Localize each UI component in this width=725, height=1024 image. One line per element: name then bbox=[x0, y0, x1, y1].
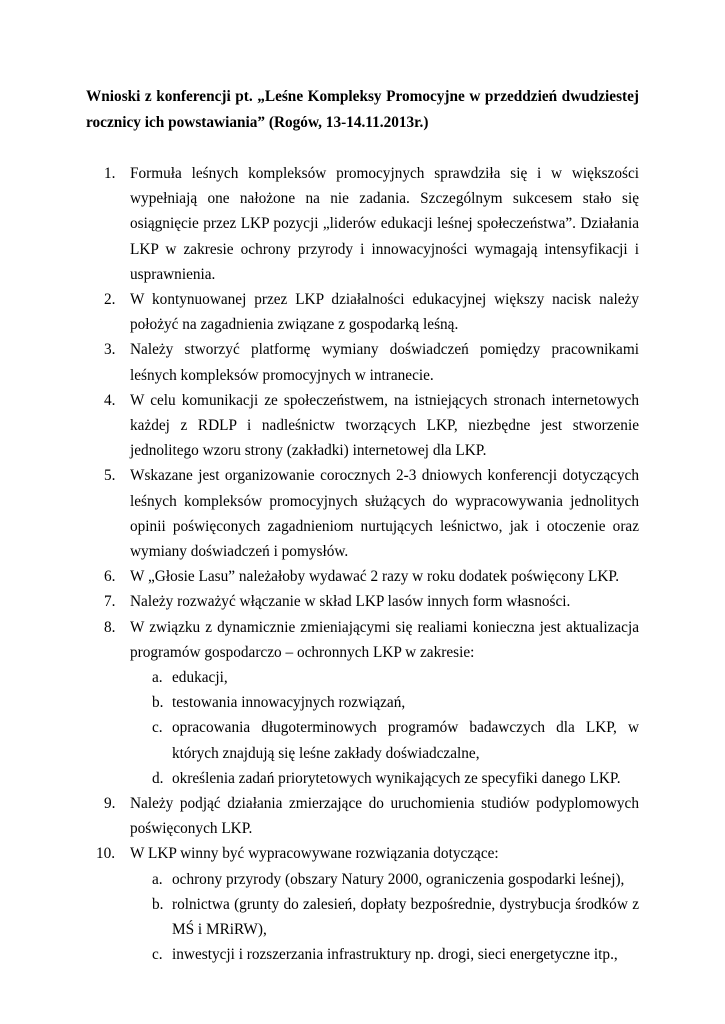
item-number: 8. bbox=[104, 618, 116, 636]
list-item bbox=[86, 791, 639, 841]
item-text: W „Głosie Lasu” należałoby wydawać 2 razy w roku dodatek poświęcony LKP. bbox=[130, 568, 620, 586]
sub-list-item bbox=[130, 690, 639, 715]
sub-list-item bbox=[130, 942, 639, 967]
item-number: 4. bbox=[104, 391, 116, 409]
item-number: 5. bbox=[104, 467, 116, 485]
item-text: Należy rozważyć włączanie w skład LKP lasów innych form własności. bbox=[130, 593, 571, 611]
sub-item-letter: b. bbox=[152, 694, 164, 712]
sub-item-text: rolnictwa (grunty do zalesień, dopłaty bezpośrednie, dystrybucja środków z MŚ i MRiRW), bbox=[172, 895, 639, 939]
item-number: 6. bbox=[104, 568, 116, 586]
list-item bbox=[86, 841, 639, 967]
sub-item-letter: c. bbox=[152, 946, 163, 964]
sub-item-letter: a. bbox=[152, 870, 163, 888]
item-number: 9. bbox=[104, 795, 116, 813]
sub-list-item bbox=[130, 892, 639, 942]
list-item bbox=[86, 161, 639, 287]
item-text: W LKP winny być wypracowywane rozwiązania dotyczące: bbox=[130, 845, 499, 863]
sub-item-text: określenia zadań priorytetowych wynikających ze specyfiki danego LKP. bbox=[172, 769, 621, 787]
list-item bbox=[86, 388, 639, 464]
item-number: 7. bbox=[104, 593, 116, 611]
sub-item-text: inwestycji i rozszerzania infrastruktury np. drogi, sieci energetyczne itp., bbox=[172, 946, 618, 964]
list-item bbox=[86, 337, 639, 387]
item-text: W kontynuowanej przez LKP działalności edukacyjnej większy nacisk należy położyć na zagadnienia związane z gospodarką leśną. bbox=[130, 291, 639, 334]
sub-item-letter: a. bbox=[152, 669, 163, 687]
sub-item-letter: c. bbox=[152, 719, 163, 737]
sub-list-item bbox=[130, 715, 639, 765]
item-text: W celu komunikacji ze społeczeństwem, na istniejących stronach internetowych każdej z RDLP i nadleśnictw tworzących LKP, niezbędne jest stworzenie jednolitego wzoru strony (zakładki) internetowej dla LKP. bbox=[130, 391, 639, 460]
document-title bbox=[86, 84, 639, 136]
title-line-1: Wnioski z konferencji pt. „Leśne Kompleksy Promocyjne w przeddzień dwudziestej bbox=[86, 88, 639, 105]
sub-list-item bbox=[130, 766, 639, 791]
sub-item-text: opracowania długoterminowych programów badawczych dla LKP, w których znajdują się leśne zakłady doświadczalne, bbox=[172, 719, 639, 762]
sub-item-text: testowania innowacyjnych rozwiązań, bbox=[172, 694, 406, 712]
sub-item-text: edukacji, bbox=[172, 669, 228, 687]
sub-item-letter: b. bbox=[152, 895, 164, 913]
list-item bbox=[86, 463, 639, 564]
sub-list bbox=[130, 867, 639, 968]
list-item bbox=[86, 615, 639, 791]
item-text: Należy podjąć działania zmierzające do uruchomienia studiów podyplomowych poświęconych LKP. bbox=[130, 795, 639, 838]
list-item bbox=[86, 564, 639, 589]
title-line-2: rocznicy ich powstawiania” (Rogów, 13-14.11.2013r.) bbox=[86, 114, 429, 131]
item-number: 2. bbox=[104, 291, 116, 309]
list-item bbox=[86, 287, 639, 337]
item-number: 1. bbox=[104, 165, 116, 182]
conclusions-list bbox=[86, 161, 639, 968]
item-text: W związku z dynamicznie zmieniającymi się realiami konieczna jest aktualizacja programów gospodarczo – ochronnych LKP w zakresie: bbox=[130, 618, 639, 661]
sub-list-item bbox=[130, 665, 639, 690]
item-number: 10. bbox=[96, 845, 116, 863]
item-text: Wskazane jest organizowanie corocznych 2-3 dniowych konferencji dotyczących leśnych kompleksów promocyjnych służących do wypracowywania jednolitych opinii poświęconych zagadnieniom nurtujących leśnictwo, jak i otoczenie oraz wymiany doświadczeń i pomysłów. bbox=[130, 467, 639, 561]
sub-list-item bbox=[130, 867, 639, 892]
sub-list bbox=[130, 665, 639, 791]
item-text: Należy stworzyć platformę wymiany doświadczeń pomiędzy pracownikami leśnych kompleksów promocyjnych w intranecie. bbox=[130, 341, 639, 384]
sub-item-letter: d. bbox=[152, 769, 164, 787]
sub-item-text: ochrony przyrody (obszary Natury 2000, ograniczenia gospodarki leśnej), bbox=[172, 870, 625, 888]
item-text: Formuła leśnych kompleksów promocyjnych sprawdziła się i w większości wypełniają one nałożone na nie zadania. Szczególnym sukcesem stało się osiągnięcie przez LKP pozycji „liderów edukacji leśnej społeczeństwa”. Działania LKP w zakresie ochrony przyrody i innowacyjności wymagają intensyfikacji i usprawnienia. bbox=[130, 165, 639, 283]
item-number: 3. bbox=[104, 341, 116, 359]
list-item bbox=[86, 589, 639, 614]
